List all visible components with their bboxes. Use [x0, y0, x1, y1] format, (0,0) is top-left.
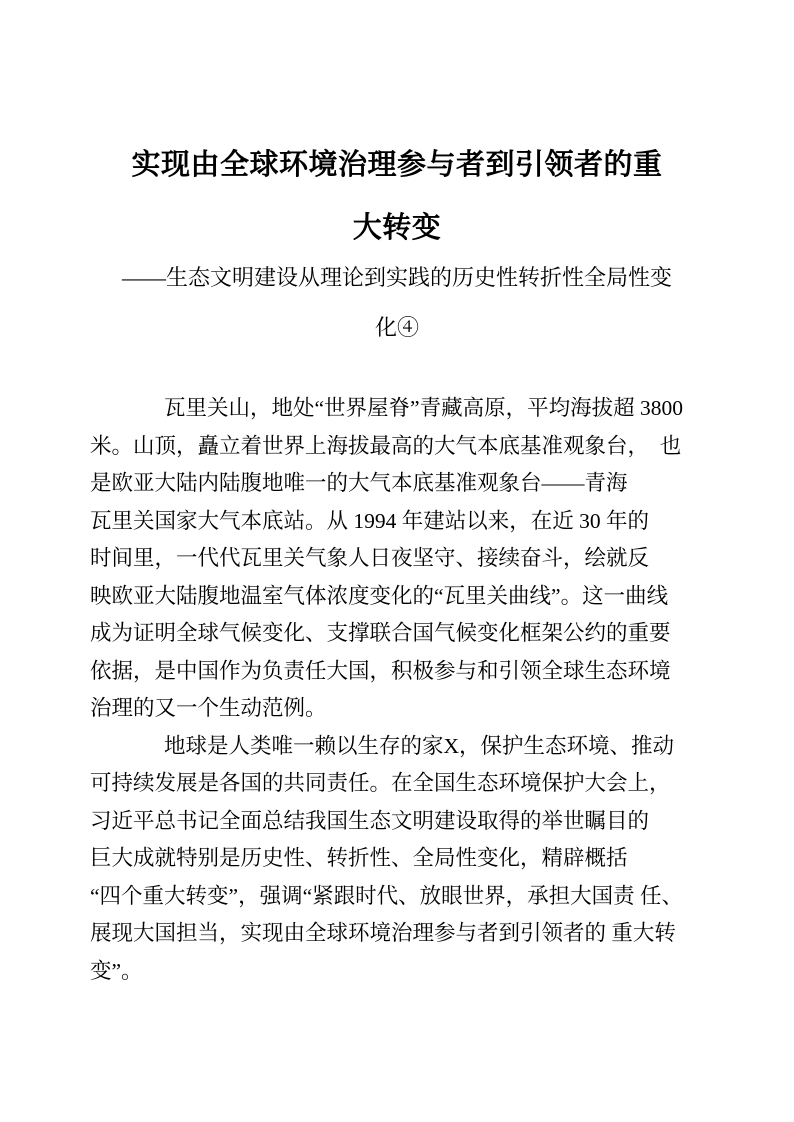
document-body: [90, 390, 704, 990]
paragraph-1: [90, 390, 704, 728]
document-content: [0, 134, 794, 990]
title-line-2: 大转变: [352, 212, 442, 244]
body-line: 变”。: [90, 958, 143, 983]
body-line: 瓦里关山，地处“世界屋脊”青藏高原，平均海拔超 3800: [164, 396, 683, 420]
body-line: 地球是人类唯一赖以生存的家X，保护生态环境、推动: [164, 733, 675, 758]
body-line: 可持续发展是各国的共同责任。在全国生态环境保护大会上，: [90, 771, 671, 795]
body-line: 映欧亚大陆腹地温室气体浓度变化的“瓦里关曲线”。这一曲线: [90, 583, 669, 608]
body-line: 是欧亚大陆内陆腹地唯一的大气本底基准观象台——青海: [90, 471, 628, 495]
body-line: “四个重大转变”，强调“紧跟时代、放眼世界，承担大国责 任、: [90, 883, 684, 908]
document-subtitle: [90, 253, 704, 353]
body-line: 习近平总书记全面总结我国生态文明建设取得的举世瞩目的: [90, 808, 650, 833]
body-line: 治理的又一个生动范例。: [90, 696, 327, 720]
body-line: 瓦里关国家大气本底站。从 1994 年建站以来，在近 30 年的: [90, 508, 650, 533]
document-title: [90, 134, 704, 260]
body-line: 巨大成就特别是历史性、转折性、全局性变化，精辟概括: [90, 846, 628, 870]
body-line: 展现大国担当，实现由全球环境治理参与者到引领者的 重大转: [90, 921, 676, 945]
body-line: 米。山顶，矗立着世界上海拔最高的大气本底基准观象台， 也: [90, 433, 682, 458]
subtitle-line-2: 化④: [374, 315, 419, 340]
body-line: 成为证明全球气候变化、支撑联合国气候变化框架公约的重要: [90, 621, 671, 645]
body-line: 时间里，一代代瓦里关气象人日夜坚守、接续奋斗，绘就反: [90, 546, 650, 570]
paragraph-2: [90, 728, 704, 991]
title-line-1: 实现由全球环境治理参与者到引领者的重: [131, 149, 663, 181]
body-line: 依据，是中国作为负责任大国，积极参与和引领全球生态环境: [90, 658, 671, 683]
subtitle-line-1: ——生态文明建设从理论到实践的历史性转折性全局性变: [121, 265, 672, 290]
